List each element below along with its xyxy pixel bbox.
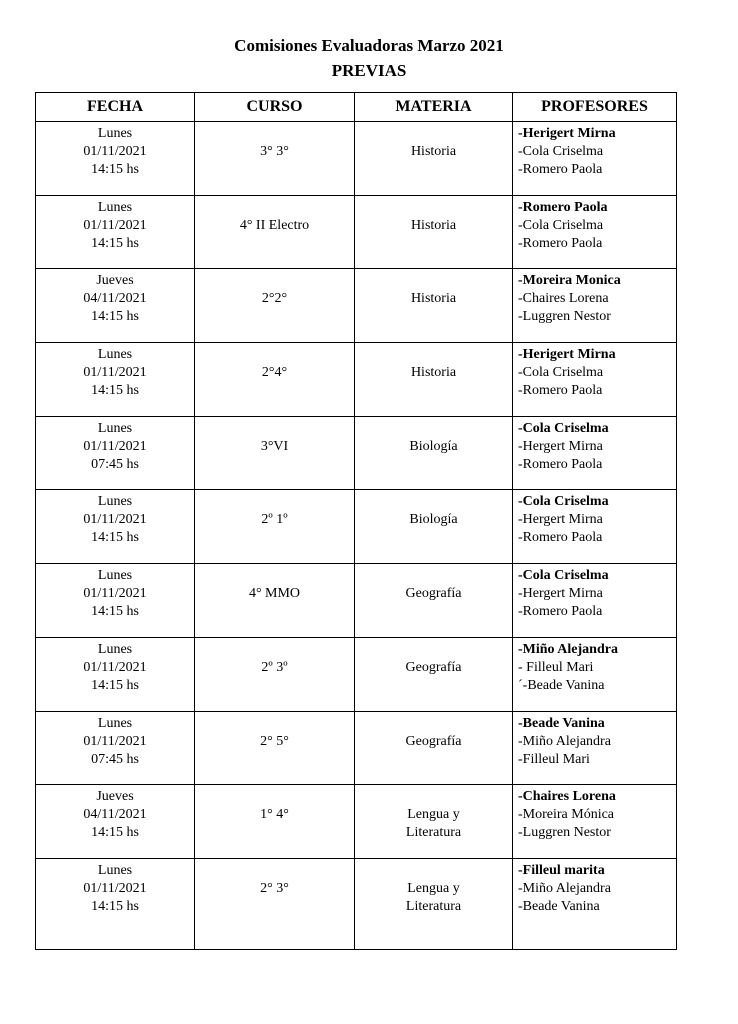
fecha-cell [36, 564, 195, 638]
profesor-member: -Romero Paola [518, 456, 603, 472]
profesor-member: -Chaires Lorena [518, 291, 609, 307]
profesor-member: -Romero Paola [518, 604, 603, 620]
materia-spacer [359, 788, 508, 806]
materia-line: Geografía [405, 586, 462, 602]
curso-cell [195, 637, 355, 711]
materia-cell [355, 195, 513, 269]
fecha-date: 01/11/2021 [83, 733, 147, 749]
fecha-time: 14:15 hs [91, 677, 139, 693]
profesores-cell [513, 637, 677, 711]
fecha-date: 01/11/2021 [83, 365, 147, 381]
table-row [36, 490, 677, 564]
curso-spacer [199, 715, 350, 733]
fecha-day: Lunes [97, 126, 133, 141]
materia-line: Literatura [405, 825, 462, 841]
curso-value: 2°4° [261, 365, 288, 381]
profesores-cell [513, 490, 677, 564]
curso-value: 4° MMO [248, 586, 301, 602]
fecha-date: 04/11/2021 [83, 807, 147, 823]
fecha-date: 04/11/2021 [83, 291, 147, 307]
fecha-date: 01/11/2021 [83, 438, 147, 454]
fecha-cell [36, 490, 195, 564]
materia-cell [355, 785, 513, 859]
header-curso: CURSO [195, 93, 355, 122]
curso-value: 2° 3° [260, 880, 289, 896]
profesor-member: -Miño Alejandra [518, 880, 611, 896]
profesores-cell [513, 269, 677, 343]
table-row [36, 195, 677, 269]
fecha-day: Lunes [97, 715, 133, 731]
materia-cell [355, 564, 513, 638]
fecha-cell [36, 416, 195, 490]
fecha-time: 07:45 hs [91, 456, 139, 472]
profesor-member: -Cola Criselma [518, 144, 604, 159]
profesor-member: -Moreira Mónica [518, 807, 615, 823]
profesor-member: -Cola Criselma [518, 217, 604, 233]
materia-cell [355, 858, 513, 949]
profesor-member: -Hergert Mirna [518, 512, 603, 528]
profesor-member: -Romero Paola [518, 383, 603, 399]
profesor-member: -Filleul Mari [518, 751, 590, 767]
fecha-time: 14:15 hs [91, 383, 139, 399]
fecha-date: 01/11/2021 [83, 880, 147, 896]
materia-cell [355, 343, 513, 417]
profesores-cell [513, 195, 677, 269]
fecha-cell [36, 711, 195, 785]
materia-spacer [359, 420, 508, 438]
curso-value: 1° 4° [260, 807, 289, 823]
materia-line: Historia [410, 291, 457, 307]
materia-line: Biología [409, 512, 458, 528]
document-title: Comisiones Evaluadoras Marzo 2021 [234, 36, 504, 55]
profesor-president: -Herigert Mirna [518, 126, 616, 141]
materia-line: Geografía [405, 659, 462, 675]
table-row [36, 343, 677, 417]
materia-cell [355, 122, 513, 196]
curso-value: 2º 3º [261, 659, 288, 675]
table-row [36, 122, 677, 196]
table-row [36, 416, 677, 490]
curso-spacer [199, 641, 350, 659]
curso-spacer [199, 125, 350, 143]
materia-cell [355, 711, 513, 785]
profesor-president: -Romero Paola [518, 199, 608, 215]
materia-spacer [359, 862, 508, 880]
profesor-president: -Cola Criselma [518, 568, 609, 584]
fecha-cell [36, 122, 195, 196]
fecha-cell [36, 637, 195, 711]
materia-spacer [359, 567, 508, 585]
curso-cell [195, 269, 355, 343]
curso-value: 4° II Electro [239, 217, 310, 233]
fecha-date: 01/11/2021 [83, 512, 147, 528]
profesor-member: -Hergert Mirna [518, 438, 603, 454]
curso-spacer [199, 346, 350, 364]
curso-value: 2º 1º [261, 512, 288, 528]
materia-spacer [359, 346, 508, 364]
profesores-cell [513, 416, 677, 490]
fecha-day: Jueves [96, 789, 134, 805]
profesor-member: -Miño Alejandra [518, 733, 611, 749]
materia-spacer [359, 641, 508, 659]
curso-spacer [199, 199, 350, 217]
materia-line: Lengua y [407, 807, 460, 823]
fecha-date: 01/11/2021 [83, 659, 147, 675]
fecha-time: 14:15 hs [91, 825, 139, 841]
fecha-time: 14:15 hs [91, 162, 139, 177]
profesores-cell [513, 711, 677, 785]
fecha-date: 01/11/2021 [83, 586, 147, 602]
profesor-member: -Beade Vanina [518, 898, 600, 914]
fecha-cell [36, 785, 195, 859]
fecha-time: 14:15 hs [91, 235, 139, 251]
curso-spacer [199, 272, 350, 290]
commissions-table [35, 92, 677, 950]
profesor-president: -Beade Vanina [518, 715, 605, 731]
materia-spacer [359, 493, 508, 511]
curso-cell [195, 564, 355, 638]
profesor-member: -Luggren Nestor [518, 309, 611, 325]
profesores-cell [513, 343, 677, 417]
profesor-member: -Romero Paola [518, 235, 603, 251]
fecha-day: Lunes [97, 641, 133, 657]
fecha-time: 14:15 hs [91, 530, 139, 546]
profesor-president: -Chaires Lorena [518, 789, 616, 805]
profesor-president: -Herigert Mirna [518, 347, 616, 363]
curso-spacer [199, 420, 350, 438]
fecha-date: 01/11/2021 [83, 217, 147, 233]
fecha-time: 14:15 hs [91, 604, 139, 620]
materia-spacer [359, 199, 508, 217]
profesores-cell [513, 122, 677, 196]
materia-spacer [359, 125, 508, 143]
fecha-time: 14:15 hs [91, 309, 139, 325]
curso-value: 2° 5° [260, 733, 289, 749]
profesor-president: -Filleul marita [518, 862, 605, 878]
profesor-member: ´-Beade Vanina [518, 677, 605, 693]
materia-spacer [359, 715, 508, 733]
materia-cell [355, 269, 513, 343]
materia-line: Lengua y [407, 880, 460, 896]
fecha-cell [36, 195, 195, 269]
fecha-time: 14:15 hs [91, 898, 139, 914]
fecha-day: Lunes [97, 420, 133, 436]
header-profesores: PROFESORES [513, 93, 677, 122]
document-subtitle: PREVIAS [331, 61, 407, 80]
curso-cell [195, 416, 355, 490]
fecha-day: Lunes [97, 862, 133, 878]
profesor-president: -Miño Alejandra [518, 641, 618, 657]
materia-cell [355, 637, 513, 711]
profesores-cell [513, 564, 677, 638]
curso-value: 3° 3° [260, 144, 289, 159]
table-row [36, 564, 677, 638]
curso-spacer [199, 788, 350, 806]
profesor-member: -Cola Criselma [518, 365, 604, 381]
fecha-date: 01/11/2021 [83, 144, 147, 159]
materia-line: Geografía [405, 733, 462, 749]
curso-cell [195, 490, 355, 564]
profesor-member: -Luggren Nestor [518, 825, 611, 841]
materia-cell [355, 490, 513, 564]
materia-line: Historia [410, 144, 457, 159]
profesor-member: -Romero Paola [518, 530, 603, 546]
fecha-day: Lunes [97, 568, 133, 584]
curso-value: 2°2° [261, 291, 288, 307]
materia-line: Historia [410, 217, 457, 233]
materia-cell [355, 416, 513, 490]
table-row [36, 711, 677, 785]
table-row [36, 858, 677, 949]
fecha-day: Lunes [97, 199, 133, 215]
materia-line: Historia [410, 365, 457, 381]
profesor-member: -Romero Paola [518, 162, 603, 177]
table-row [36, 785, 677, 859]
curso-cell [195, 785, 355, 859]
curso-spacer [199, 567, 350, 585]
header-materia: MATERIA [355, 93, 513, 122]
fecha-cell [36, 858, 195, 949]
header-fecha: FECHA [36, 93, 195, 122]
table-row [36, 269, 677, 343]
profesor-president: -Moreira Monica [518, 273, 621, 289]
materia-line: Biología [409, 438, 458, 454]
fecha-time: 07:45 hs [91, 751, 139, 767]
curso-value: 3°VI [260, 438, 289, 454]
curso-cell [195, 343, 355, 417]
fecha-cell [36, 269, 195, 343]
fecha-day: Lunes [97, 347, 133, 363]
table-header-row [36, 93, 677, 122]
profesor-president: -Cola Criselma [518, 494, 609, 510]
profesor-member: - Filleul Mari [518, 659, 594, 675]
curso-cell [195, 711, 355, 785]
curso-spacer [199, 493, 350, 511]
curso-cell [195, 195, 355, 269]
fecha-cell [36, 343, 195, 417]
curso-cell [195, 122, 355, 196]
profesores-cell [513, 858, 677, 949]
profesor-president: -Cola Criselma [518, 420, 609, 436]
profesor-member: -Hergert Mirna [518, 586, 603, 602]
curso-spacer [199, 862, 350, 880]
profesores-cell [513, 785, 677, 859]
fecha-day: Jueves [96, 273, 134, 289]
materia-line: Literatura [405, 898, 462, 914]
fecha-day: Lunes [97, 494, 133, 510]
table-row [36, 637, 677, 711]
materia-spacer [359, 272, 508, 290]
curso-cell [195, 858, 355, 949]
